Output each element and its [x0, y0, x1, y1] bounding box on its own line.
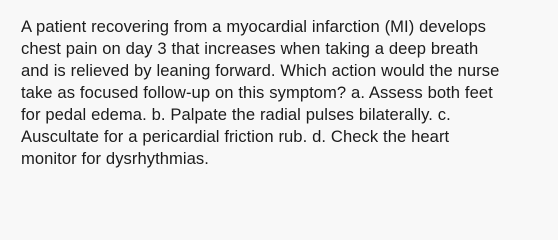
question-line: take as focused follow-up on this symptom? a. Assess both feet — [21, 83, 493, 102]
question-line: and is relieved by leaning forward. Which action would the nurse — [21, 61, 500, 80]
question-line: monitor for dysrhythmias. — [21, 149, 209, 168]
question-line: Auscultate for a pericardial friction rub. d. Check the heart — [21, 127, 450, 146]
question-line: A patient recovering from a myocardial infarction (MI) develops — [21, 17, 486, 36]
question-text — [21, 16, 538, 170]
question-line: chest pain on day 3 that increases when taking a deep breath — [21, 39, 479, 58]
question-line: for pedal edema. b. Palpate the radial pulses bilaterally. c. — [21, 105, 451, 124]
